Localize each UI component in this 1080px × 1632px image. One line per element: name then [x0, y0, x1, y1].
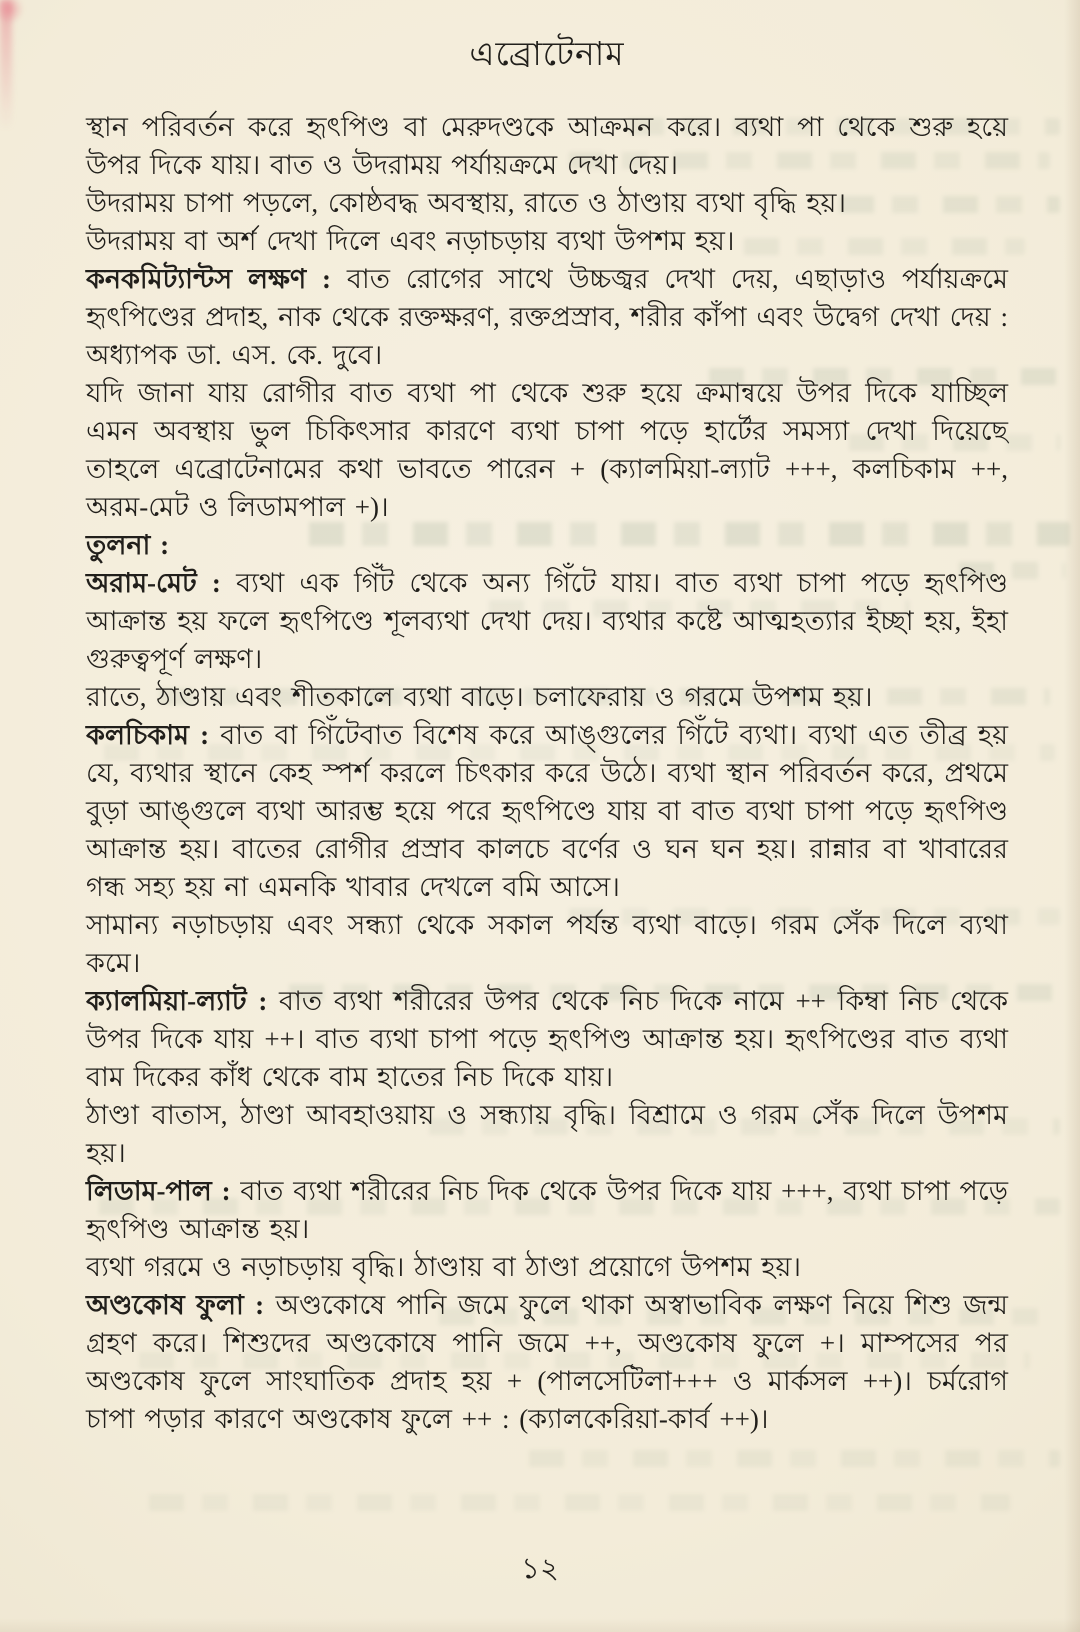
paragraph-text: ব্যথা গরমে ও নড়াচড়ায় বৃদ্ধি। ঠাণ্ডায় বা ঠাণ্ডা প্রয়োগে উপশম হয়।: [86, 1252, 802, 1282]
para-ledum-modalities: [86, 1248, 1008, 1286]
para-location-shift: [86, 108, 1008, 184]
paragraph-text: বাত রোগের সাথে উচ্চজ্বর দেখা দেয়, এছাড়াও পর্যায়ক্রমে হৃৎপিণ্ডের প্রদাহ, নাক থেকে রক্তক্ষরণ, রক্তপ্রস্রাব, শরীর কাঁপা এবং উদ্বেগ দেখা দেয় : অধ্যাপক ডা. এস. কে. দুবে।: [86, 264, 1008, 370]
paragraph-text: যদি জানা যায় রোগীর বাত ব্যথা পা থেকে শুরু হয়ে ক্রমান্বয়ে উপর দিকে যাচ্ছিল এমন অবস্থায় ভুল চিকিৎসার কারণে ব্যথা চাপা পড়ে হার্টের সমস্যা দেখা দিয়েছে তাহলে এব্রোটেনামের কথা ভাবতে পারেন + (ক্যালমিয়া-ল্যাট +++, কলচিকাম ++, অরম-মেট ও লিডামপাল +)।: [86, 378, 1008, 522]
paragraph-text: রাতে, ঠাণ্ডায় এবং শীতকালে ব্যথা বাড়ে। চলাফেরায় ও গরমে উপশম হয়।: [86, 682, 873, 712]
paragraph-text: উদরাময় বা অর্শ দেখা দিলে এবং নড়াচড়ায় ব্যথা উপশম হয়।: [86, 226, 735, 256]
paragraph-lead: ক্যালমিয়া-ল্যাট :: [86, 986, 268, 1016]
bleedthrough-artifact: [520, 1450, 1060, 1467]
heading-comparison: [86, 526, 1008, 564]
page-number: ১২: [521, 1553, 559, 1585]
paragraph-lead: কলচিকাম :: [86, 720, 210, 750]
paragraph-lead: অরাম-মেট :: [86, 568, 221, 598]
para-ledum-pal: [86, 1172, 1008, 1248]
paragraph-text: সামান্য নড়াচড়ায় এবং সন্ধ্যা থেকে সকাল পর্যন্ত ব্যথা বাড়ে। গরম সেঁক দিলে ব্যথা কমে।: [86, 910, 1008, 978]
paragraph-lead: অণ্ডকোষ ফুলা :: [86, 1290, 265, 1320]
paragraph-text: অণ্ডকোষে পানি জমে ফুলে থাকা অস্বাভাবিক লক্ষণ নিয়ে শিশু জন্ম গ্রহণ করে। শিশুদের অণ্ডকোষে পানি জমে ++, অণ্ডকোষ ফুলে +। মাম্পসের পর অণ্ডকোষ ফুলে সাংঘাতিক প্রদাহ হয় + (পালসেটিলা+++ ও মার্কসল ++)। চর্মরোগ চাপা পড়ার কারণে অণ্ডকোষ ফুলে ++ : (ক্যালকেরিয়া-কার্ব ++)।: [86, 1290, 1008, 1434]
paragraph-text: স্থান পরিবর্তন করে হৃৎপিণ্ড বা মেরুদণ্ডকে আক্রমন করে। ব্যথা পা থেকে শুরু হয়ে উপর দিকে যায়। বাত ও উদরাময় পর্যায়ক্রমে দেখা দেয়।: [86, 112, 1008, 180]
para-kalmia-modalities: [86, 1096, 1008, 1172]
paragraph-lead: লিডাম-পাল :: [86, 1176, 231, 1206]
paragraph-text: বাত বা গিঁটেবাত বিশেষ করে আঙ্গুলের গিঁটে ব্যথা। ব্যথা এত তীব্র হয় যে, ব্যথার স্থানে কেহ স্পর্শ করলে চিৎকার করে উঠে। ব্যথা স্থান পরিবর্তন করে, প্রথমে বুড়া আঙ্গুলে ব্যথা আরম্ভ হয়ে পরে হৃৎপিণ্ডে যায় বা বাত ব্যথা চাপা পড়ে হৃৎপিণ্ড আক্রান্ত হয়। বাতের রোগীর প্রস্রাব কালচে বর্ণের ও ঘন ঘন হয়। রান্নার বা খাবারের গন্ধ সহ্য হয় না এমনকি খাবার দেখলে বমি আসে।: [86, 720, 1008, 902]
page-content: [86, 28, 1008, 1438]
paragraph-text: ঠাণ্ডা বাতাস, ঠাণ্ডা আবহাওয়ায় ও সন্ধ্যায় বৃদ্ধি। বিশ্রামে ও গরম সেঁক দিলে উপশম হয়।: [86, 1100, 1008, 1168]
para-indication: [86, 374, 1008, 526]
paragraph-text: উদরাময় চাপা পড়লে, কোষ্ঠবদ্ধ অবস্থায়, রাতে ও ঠাণ্ডায় ব্যথা বৃদ্ধি হয়।: [86, 188, 847, 218]
page-title: এব্রোটেনাম: [469, 37, 625, 73]
page-edge-shadow: [1064, 0, 1080, 1632]
paragraph-text: ব্যথা এক গিঁট থেকে অন্য গিঁটে যায়। বাত ব্যথা চাপা পড়ে হৃৎপিণ্ড আক্রান্ত হয় ফলে হৃৎপিণ্ডে শূলব্যথা দেখা দেয়। ব্যথার কষ্টে আত্মহত্যার ইচ্ছা হয়, ইহা গুরুত্বপূর্ণ লক্ষণ।: [86, 568, 1009, 674]
paragraph-lead: কনকমিট্যান্টস লক্ষণ :: [86, 264, 332, 294]
paragraph-text: বাত ব্যথা শরীরের নিচ দিক থেকে উপর দিকে যায় +++, ব্যথা চাপা পড়ে হৃৎপিণ্ড আক্রান্ত হয়।: [86, 1176, 1009, 1244]
para-aurum-met: [86, 564, 1008, 678]
paragraph-text: বাত ব্যথা শরীরের উপর থেকে নিচ দিকে নামে ++ কিম্বা নিচ থেকে উপর দিকে যায় ++। বাত ব্যথা চাপা পড়ে হৃৎপিণ্ড আক্রান্ত হয়। হৃৎপিণ্ডের বাত ব্যথা বাম দিকের কাঁধ থেকে বাম হাতের নিচ দিকে যায়।: [86, 986, 1008, 1092]
bleedthrough-artifact: [140, 1494, 1010, 1511]
para-kalmia-lat: [86, 982, 1008, 1096]
para-amelioration: [86, 222, 1008, 260]
para-aurum-met-modalities: [86, 678, 1008, 716]
paragraph-lead: তুলনা :: [86, 530, 170, 560]
para-concomitants: [86, 260, 1008, 374]
para-aggravation: [86, 184, 1008, 222]
para-colchicum-modalities: [86, 906, 1008, 982]
page-corner-tint: [0, 0, 24, 24]
para-colchicum: [86, 716, 1008, 906]
page-edge-shadow: [0, 1618, 1080, 1632]
para-hydrocele: [86, 1286, 1008, 1438]
